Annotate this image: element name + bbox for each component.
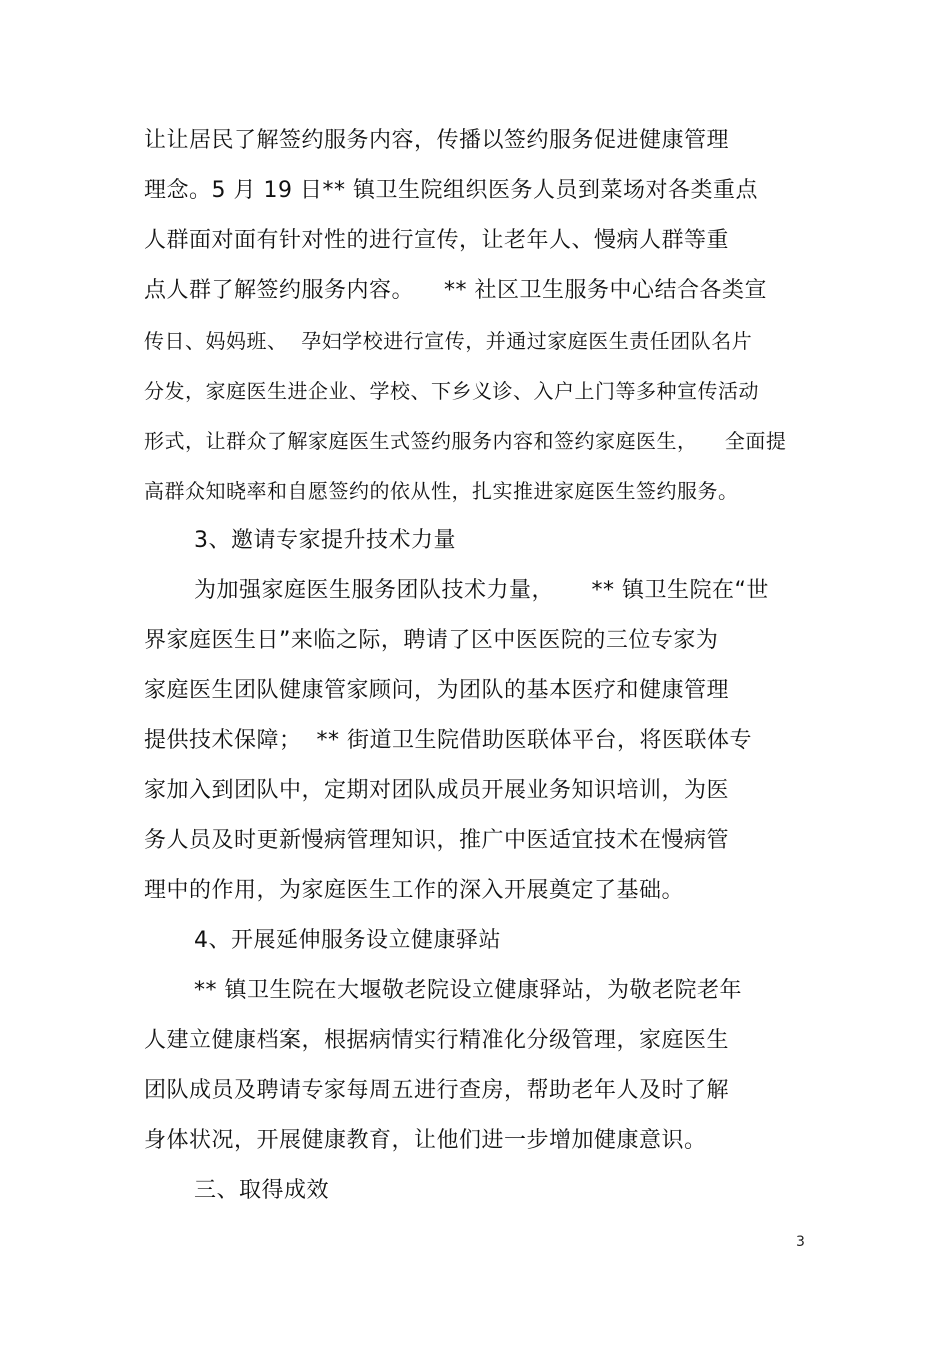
section-heading: 4、开展延伸服务设立健康驿站 [194, 928, 501, 953]
body-line: 理念。5 月 19 日** 镇卫生院组织医务人员到菜场对各类重点 [144, 178, 758, 203]
body-line: 理中的作用，为家庭医生工作的深入开展奠定了基础。 [144, 878, 685, 903]
body-line: 传日、妈妈班、 孕妇学校进行宣传，并通过家庭医生责任团队名片 [144, 329, 753, 353]
body-line: 人建立健康档案，根据病情实行精准化分级管理，家庭医生 [144, 1028, 730, 1053]
body-line: 务人员及时更新慢病管理知识，推广中医适宜技术在慢病管 [144, 828, 730, 853]
body-line: ** 镇卫生院在大堰敬老院设立健康驿站，为敬老院老年 [194, 978, 742, 1003]
body-line: 为加强家庭医生服务团队技术力量， ** 镇卫生院在“世 [194, 578, 769, 603]
page-number: 3 [796, 1234, 805, 1250]
body-line: 身体状况，开展健康教育，让他们进一步增加健康意识。 [144, 1128, 707, 1153]
body-line: 团队成员及聘请专家每周五进行查房，帮助老年人及时了解 [144, 1078, 730, 1103]
section-heading: 三、取得成效 [194, 1178, 330, 1203]
body-line: 分发，家庭医生进企业、学校、下乡义诊、入户上门等多种宣传活动 [144, 379, 759, 403]
body-line: 界家庭医生日”来临之际，聘请了区中医医院的三位专家为 [144, 628, 719, 653]
body-line: 提供技术保障； ** 街道卫生院借助医联体平台，将医联体专 [144, 728, 752, 753]
body-line: 点人群了解签约服务内容。 ** 社区卫生服务中心结合各类宣 [144, 278, 767, 303]
section-heading: 3、邀请专家提升技术力量 [194, 528, 456, 553]
body-line: 家加入到团队中，定期对团队成员开展业务知识培训，为医 [144, 778, 730, 803]
body-line: 让让居民了解签约服务内容，传播以签约服务促进健康管理 [144, 128, 730, 153]
body-line: 家庭医生团队健康管家顾问，为团队的基本医疗和健康管理 [144, 678, 730, 703]
body-line: 高群众知晓率和自愿签约的依从性，扎实推进家庭医生签约服务。 [144, 479, 739, 503]
body-line: 人群面对面有针对性的进行宣传，让老年人、慢病人群等重 [144, 228, 730, 253]
body-line: 形式，让群众了解家庭医生式签约服务内容和签约家庭医生， 全面提 [144, 429, 787, 453]
